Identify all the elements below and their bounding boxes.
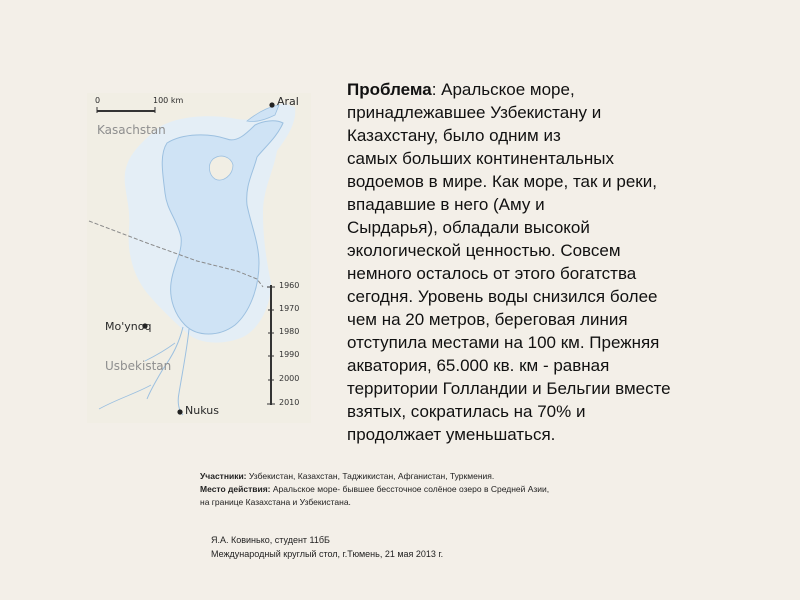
info-block	[200, 470, 620, 509]
problem-line: экологической ценностью. Совсем	[347, 241, 621, 260]
problem-line: впадавшие в него (Аму и	[347, 195, 545, 214]
map-graphic	[87, 93, 311, 423]
problem-line: водоемов в мире. Как море, так и реки,	[347, 172, 657, 191]
country-kazakhstan-label: Kasachstan	[97, 123, 166, 137]
scale-start-label: 0	[95, 96, 101, 105]
problem-line: чем на 20 метров, береговая линия	[347, 310, 628, 329]
problem-line: Казахстану, было одним из	[347, 126, 561, 145]
aral-sea-map	[87, 93, 311, 423]
problem-description	[347, 78, 747, 446]
participants-text: Узбекистан, Казахстан, Таджикистан, Афганистан, Туркмения.	[246, 471, 495, 481]
problem-line: продолжает уменьшаться.	[347, 425, 556, 444]
city-aral-label: Aral	[277, 95, 299, 108]
year-label: 1980	[279, 327, 300, 336]
year-label: 2000	[279, 374, 300, 383]
problem-line: территории Голландии и Бельгии вместе	[347, 379, 671, 398]
event-line: Международный круглый стол, г.Тюмень, 21 мая 2013 г.	[211, 549, 444, 559]
problem-line: сегодня. Уровень воды снизился более	[347, 287, 658, 306]
country-uzbekistan-label: Usbekistan	[105, 359, 172, 373]
place-label: Место действия:	[200, 484, 271, 494]
year-label: 2010	[279, 398, 300, 407]
problem-label: Проблема	[347, 80, 432, 99]
problem-line: немного осталось от этого богатства	[347, 264, 637, 283]
problem-line: отступила местами на 100 км. Прежняя	[347, 333, 660, 352]
problem-line: Сырдарья), обладали высокой	[347, 218, 590, 237]
place-text-continued: на границе Казахстана и Узбекистана.	[200, 497, 351, 507]
scale-end-label: 100 km	[153, 96, 184, 105]
problem-line: самых больших континентальных	[347, 149, 614, 168]
city-moynoq-label: Mo'ynoq	[105, 320, 152, 333]
place-text: Аральское море- бывшее бессточное солёное озеро в Средней Азии,	[270, 484, 550, 494]
problem-line: принадлежавшее Узбекистану и	[347, 103, 602, 122]
year-label: 1970	[279, 304, 300, 313]
problem-line: акватория, 65.000 кв. км - равная	[347, 356, 610, 375]
problem-line: взятых, сократилась на 70% и	[347, 402, 586, 421]
footer	[211, 533, 571, 561]
problem-line: : Аральское море,	[431, 80, 575, 99]
year-label: 1990	[279, 350, 300, 359]
year-label: 1960	[279, 281, 300, 290]
author-line: Я.А. Ковинько, студент 11бБ	[211, 535, 330, 545]
city-nukus-label: Nukus	[185, 404, 219, 417]
participants-label: Участники:	[200, 471, 247, 481]
